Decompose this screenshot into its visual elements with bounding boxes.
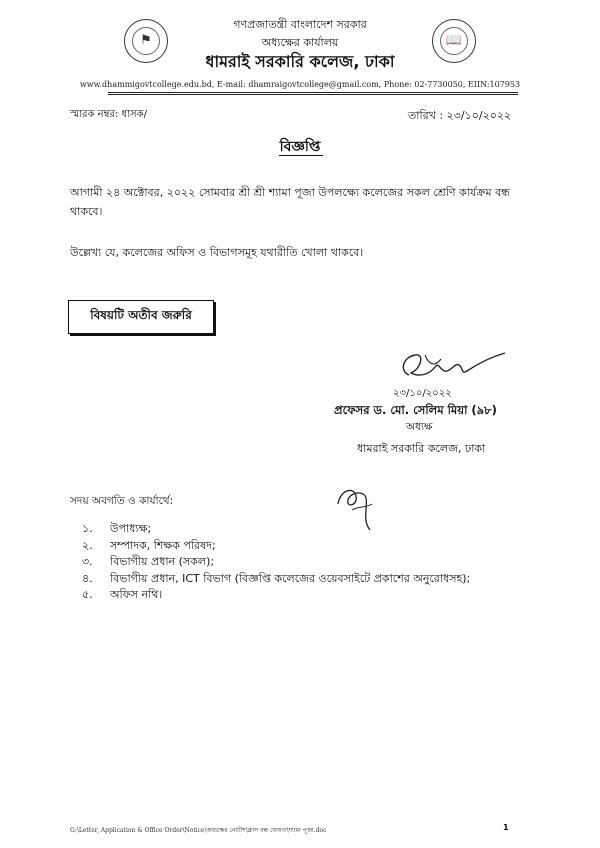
- page-number: 1: [503, 823, 509, 832]
- list-item: [82, 571, 470, 588]
- list-item-text: বিভাগীয় প্রধান, ICT বিভাগ (বিজ্ঞপ্তি কলেজের ওয়েবসাইটে প্রকাশের অনুরোধসহ);: [110, 571, 471, 585]
- notice-paragraph-1: আগামী ২৪ অক্টোবর, ২০২২ সোমবার শ্রী শ্রী শ্যামা পূজা উপলক্ষ্যে কলেজের সকল শ্রেণি কার্যক্রম বন্ধ থাকবে।: [70, 186, 510, 218]
- college-name: ধামরাই সরকারি কলেজ, ঢাকা: [205, 52, 395, 71]
- header-rule: [108, 92, 518, 93]
- list-item: [82, 587, 470, 604]
- list-item: [82, 521, 470, 538]
- signatory-name: প্রফেসর ড. মো. সেলিম মিয়া (৯৮): [334, 403, 497, 417]
- urgent-box: [68, 300, 214, 334]
- memo-ref: স্মারক নম্বর: ধাসক/: [70, 109, 148, 120]
- notice-title: বিজ্ঞপ্তি: [279, 139, 321, 155]
- signatory-designation: অধ্যক্ষ: [406, 421, 433, 433]
- urgent-box-text: বিষয়টি অতীব জরুরি: [90, 308, 192, 322]
- list-item: [82, 554, 470, 571]
- list-item-number: ৩.: [82, 555, 93, 568]
- college-emblem-icon: ⚑: [124, 19, 168, 63]
- signature-date: ২৩/১০/২০২২: [393, 388, 452, 399]
- office-line: অধ্যক্ষের কার্যালয়: [261, 36, 339, 49]
- list-item-number: ৫.: [82, 588, 93, 601]
- contact-line: www.dhammigovtcollege.edu.bd, E-mail: dhamraigovtcollege@gmail.com, Phone: 02-7730050, EIIN:107953: [79, 80, 521, 89]
- footer-file-path: G:\Letter, Application & Office Order\Notice\অধ্যক্ষের নোটিশ\ক্লাস বন্ধ ঘোষণা\শ্যামা পূজা.doc: [70, 827, 327, 834]
- college-seal-icon: 📖: [432, 19, 476, 63]
- notice-paragraph-2: উল্লেখ্য যে, কলেজের অফিস ও বিভাগসমূহ যথারীতি খোলা থাকবে।: [70, 246, 364, 259]
- list-item-number: ২.: [82, 538, 93, 552]
- list-item-number: ৪.: [82, 571, 93, 585]
- govt-line: গণপ্রজাতন্ত্রী বাংলাদেশ সরকার: [233, 18, 367, 31]
- list-item-text: বিভাগীয় প্রধান (সকল);: [110, 555, 215, 568]
- distribution-heading: সদয় অবগতি ও কার্যার্থে:: [70, 495, 174, 507]
- list-item: [82, 538, 470, 555]
- signatory-institution: ধামরাই সরকারি কলেজ, ঢাকা: [357, 442, 486, 455]
- list-item-text: সম্পাদক, শিক্ষক পরিষদ;: [110, 538, 216, 552]
- list-item-text: অফিস নথি।: [110, 588, 163, 601]
- distribution-list: [82, 521, 470, 604]
- signature-image: [395, 345, 510, 390]
- list-item-text: উপাধ্যক্ষ;: [110, 522, 152, 535]
- title-underline: [279, 155, 323, 156]
- memo-date: তারিখ : ২৩/১০/২০২২: [408, 109, 512, 122]
- list-item-number: ১.: [82, 522, 93, 535]
- header-rule-2: [108, 94, 518, 95]
